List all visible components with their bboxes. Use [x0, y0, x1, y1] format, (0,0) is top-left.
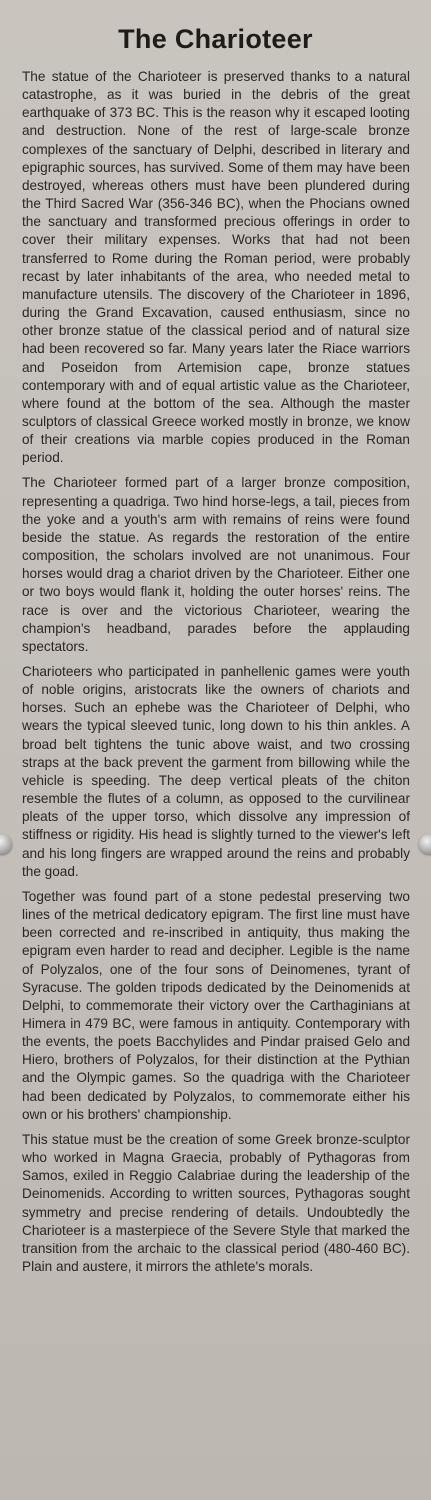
- mounting-screw-right: [419, 834, 431, 854]
- paragraph-charioteers: Charioteers who participated in panhellenic games were youth of noble origins, aristocrats like the owners of chariots and horses. Such an ephebe was the Charioteer of Delphi, who wears the typical sleeved tunic, long down to his thin ankles. A broad belt tightens the tunic above waist, and two crossing straps at the back prevent the garment from billowing while the vehicle is speeding. The deep vertical pleats of the chiton resemble the flutes of a column, as opposed to the curvilinear pleats of the upper torso, which dissolve any impression of stiffness or rigidity. His head is slightly turned to the viewer's left and his long fingers are wrapped around the reins and probably the goad.: [22, 664, 410, 879]
- sign-body: [22, 68, 410, 1283]
- paragraph-pedestal: Together was found part of a stone pedestal preserving two lines of the metrical dedicatory epigram. The first line must have been corrected and re-inscribed in antiquity, thus making the epigram even harder to read and decipher. Legible is the name of Polyzalos, one of the four sons of Deinomenes, tyrant of Syracuse. The golden tripods dedicated by the Deinomenids at Delphi, to commemorate their victory over the Carthaginians at Himera in 479 BC, were famous in antiquity. Contemporary with the events, the poets Bacchylides and Pindar praised Gelo and Hiero, brothers of Polyzalos, for their distinction at the Pythian and the Olympic games. So the quadriga with the Charioteer had been dedicated by Polyzalos, to commemorate either his own or his brothers' championship.: [22, 888, 410, 1122]
- paragraph-discovery: The statue of the Charioteer is preserved thanks to a natural catastrophe, as it was buried in the debris of the great earthquake of 373 BC. This is the reason why it escaped looting and destruction. None of the rest of large-scale bronze complexes of the sanctuary of Delphi, described in literary and epigraphic sources, has survived. Some of them may have been destroyed, whereas others must have been plundered during the Third Sacred War (356-346 BC), when the Phocians owned the sanctuary and transformed precious offerings in order to cover their military expenses. Works that had not been transferred to Rome during the Roman period, were probably recast by later inhabitants of the area, who needed metal to manufacture utensils. The discovery of the Charioteer in 1896, during the Grand Excavation, caused enthusiasm, since no other bronze statue of the classical period and of natural size had been recovered so far. Many years later the Riace warriors and Poseidon from Artemision cape, bronze statues contemporary with and of equal artistic value as the Charioteer, where found at the bottom of the sea. Although the master sculptors of classical Greece worked mostly in bronze, we know of their creations via marble copies produced in the Roman period.: [22, 69, 410, 466]
- paragraph-sculptor: This statue must be the creation of some Greek bronze-sculptor who worked in Magna Graecia, probably of Pythagoras from Samos, exiled in Reggio Calabriae during the leadership of the Deinomenids. According to written sources, Pythagoras sought symmetry and precise rendering of details. Undoubtedly the Charioteer is a masterpiece of the Severe Style that marked the transition from the archaic to the classical period (480-460 BC). Plain and austere, it mirrors the athlete's morals.: [22, 1131, 410, 1274]
- paragraph-composition: The Charioteer formed part of a larger bronze composition, representing a quadriga. Two hind horse-legs, a tail, pieces from the yoke and a youth's arm with remains of reins were found beside the statue. As regards the restoration of the entire composition, the scholars involved are not unanimous. Four horses would drag a chariot driven by the Charioteer. Either one or two boys would flank it, holding the outer horses' reins. The race is over and the victorious Charioteer, wearing the champion's headband, parades before the applauding spectators.: [22, 475, 410, 654]
- mounting-screw-left: [0, 834, 12, 854]
- sign-title: The Charioteer: [118, 24, 313, 54]
